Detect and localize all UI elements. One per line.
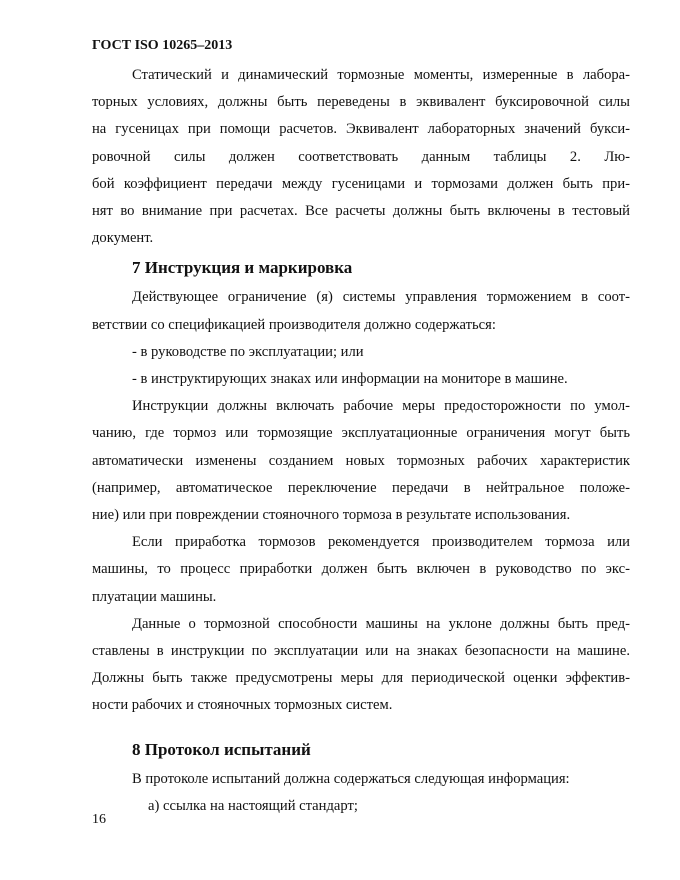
text-line: Должны быть также предусмотрены меры для периодической оценки эффектив- [92,670,630,687]
section-8-heading: 8 Протокол испытаний [132,739,311,759]
text-line: ности рабочих и стояночных тормозных систем. [92,697,393,714]
text-line: Данные о тормозной способности машины на уклоне должны быть пред- [132,615,630,632]
text-line: плуатации машины. [92,588,217,605]
text-line: ставлены в инструкции по эксплуатации или на знаках безопасности на машине. [92,643,630,660]
section-8-paragraph: В протоколе испытаний должна содержаться следующая информация: [132,770,570,787]
text-line: автоматически изменены созданием новых тормозных рабочих характеристик [92,452,630,469]
section-7-paragraph-2 [92,393,630,529]
text-line: торных условиях, должны быть переведены в эквивалент буксировочной силы [92,94,630,111]
text-line: ние) или при повреждении стояночного тормоза в результате использования. [92,507,571,524]
text-line: на гусеницах при помощи расчетов. Эквивалент лабораторных значений букси- [92,121,630,138]
text-line: нят во внимание при расчетах. Все расчеты должны быть включены в тестовый [92,203,630,220]
list-item: а) ссылка на настоящий стандарт; [148,797,358,814]
section-7-paragraph-1 [92,284,630,338]
document-header: ГОСТ ISO 10265–2013 [92,38,233,53]
text-line: Действующее ограничение (я) системы управления торможением в соот- [132,289,630,306]
text-line: ровочной силы должен соответствовать данным таблицы 2. Лю- [92,148,630,165]
list-item: - в инструктирующих знаках или информации на мониторе в машине. [132,371,568,388]
intro-paragraph [92,62,630,252]
text-line: бой коэффициент передачи между гусеницами и тормозами должен быть при- [92,175,630,192]
text-line: документ. [92,230,154,247]
page-number: 16 [92,812,106,827]
section-7-list [92,339,630,393]
section-7-paragraph-3 [92,529,630,611]
text-line: (например, автоматическое переключение передачи в нейтральное положе- [92,479,630,496]
document-body [92,62,630,820]
list-item: - в руководстве по эксплуатации; или [132,343,364,360]
section-7-heading: 7 Инструкция и маркировка [132,258,353,278]
text-line: Если приработка тормозов рекомендуется производителем тормоза или [132,534,630,551]
text-line: ветствии со спецификацией производителя должно содержаться: [92,316,496,333]
text-line: машины, то процесс приработки должен быть включен в руководство по экс- [92,561,630,578]
section-7-paragraph-4 [92,611,630,720]
text-line: Инструкции должны включать рабочие меры предосторожности по умол- [132,398,630,415]
text-line: Статический и динамический тормозные моменты, измеренные в лабора- [132,67,630,83]
text-line: чанию, где тормоз или тормозящие эксплуатационные ограничения могут быть [92,425,630,442]
